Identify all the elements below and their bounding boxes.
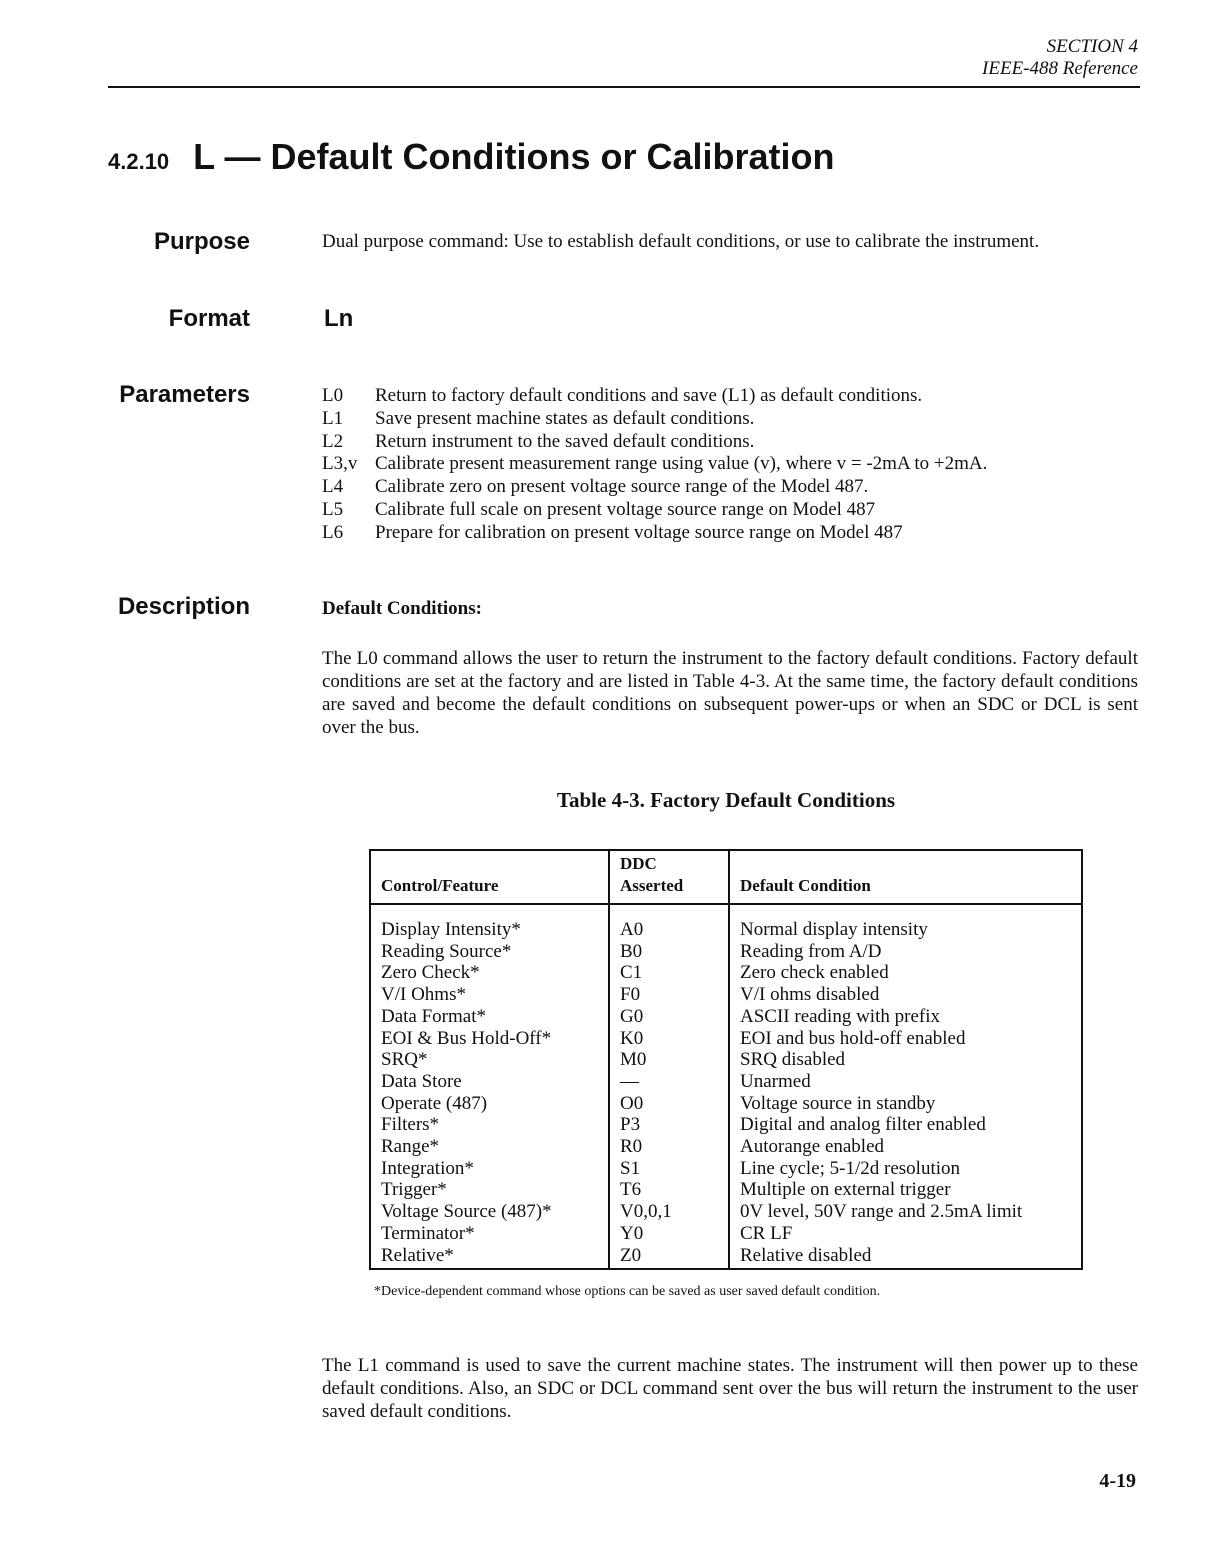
header-ddc-asserted xyxy=(609,850,729,904)
cell-condition: Reading from A/D xyxy=(729,941,1082,963)
table-row xyxy=(370,1201,1082,1223)
cell-feature: Relative* xyxy=(381,1244,454,1266)
table-row xyxy=(370,1179,1082,1201)
page-number: 4-19 xyxy=(1099,1470,1136,1492)
table-row xyxy=(370,1223,1082,1245)
running-header xyxy=(982,36,1138,80)
cell-condition: SRQ disabled xyxy=(729,1049,1082,1071)
table-footnote: *Device-dependent command whose options can be saved as user saved default condition. xyxy=(374,1284,881,1299)
cell-feature: SRQ* xyxy=(381,1049,428,1071)
purpose-text: Dual purpose command: Use to establish default conditions, or use to calibrate the instrument. xyxy=(322,231,1040,252)
cell-ddc: K0 xyxy=(609,1028,729,1050)
cell-condition: Voltage source in standby xyxy=(729,1093,1082,1115)
table-row xyxy=(370,904,1082,941)
table-row xyxy=(370,1245,1082,1270)
parameter-description: Return to factory default conditions and save (L1) as default conditions. xyxy=(375,385,923,406)
parameter-list xyxy=(322,385,987,545)
cell-ddc: M0 xyxy=(609,1049,729,1071)
table-row xyxy=(370,941,1082,963)
cell-feature: Zero Check* xyxy=(381,962,480,984)
parameters-label: Parameters xyxy=(119,381,250,408)
parameter-item xyxy=(322,408,987,431)
cell-feature: V/I Ohms* xyxy=(381,984,466,1006)
table-header-row xyxy=(370,850,1082,904)
header-control-feature: Control/Feature xyxy=(370,850,609,904)
cell-feature: Display Intensity* xyxy=(381,919,521,940)
cell-feature: Trigger* xyxy=(381,1179,447,1201)
section-heading xyxy=(108,136,835,178)
factory-defaults-table xyxy=(369,849,1083,1270)
parameter-item xyxy=(322,476,987,499)
section-number: 4.2.10 xyxy=(108,149,170,174)
format-text: Ln xyxy=(324,305,354,332)
cell-feature: Filters* xyxy=(381,1114,440,1136)
description-label: Description xyxy=(117,593,250,620)
cell-ddc: Z0 xyxy=(609,1245,729,1270)
header-section: SECTION 4 xyxy=(1046,36,1138,57)
cell-ddc: G0 xyxy=(609,1006,729,1028)
table-row xyxy=(370,1136,1082,1158)
cell-ddc: Y0 xyxy=(609,1223,729,1245)
cell-condition: 0V level, 50V range and 2.5mA limit xyxy=(729,1201,1082,1223)
cell-condition: Digital and analog filter enabled xyxy=(729,1114,1082,1136)
cell-feature: Voltage Source (487)* xyxy=(381,1201,552,1223)
description-paragraph-1: The L0 command allows the user to return the instrument to the factory default conditions. Factory default conditions are set at the factory and are listed in Table 4-3. At the same time, the factory default conditions are saved and become the default conditions on subsequent power-ups or when an SDC or DCL is sent over the bus. xyxy=(322,648,1138,738)
parameter-description: Calibrate zero on present voltage source range of the Model 487. xyxy=(375,476,869,498)
parameter-code: L5 xyxy=(322,498,344,520)
cell-feature: Operate (487) xyxy=(381,1092,488,1114)
section-title: L — Default Conditions or Calibration xyxy=(193,136,835,177)
parameter-code: L2 xyxy=(322,430,344,452)
cell-ddc: C1 xyxy=(609,962,729,984)
cell-condition: EOI and bus hold-off enabled xyxy=(729,1028,1082,1050)
parameter-item xyxy=(322,385,987,408)
cell-feature: Terminator* xyxy=(381,1222,475,1244)
cell-condition: Normal display intensity xyxy=(729,904,1082,941)
cell-feature: Reading Source* xyxy=(381,940,512,962)
cell-condition: V/I ohms disabled xyxy=(729,984,1082,1006)
parameter-item xyxy=(322,522,987,545)
table-row xyxy=(370,1006,1082,1028)
parameter-code: L0 xyxy=(322,385,344,406)
purpose-label: Purpose xyxy=(153,228,250,255)
cell-feature: Integration* xyxy=(381,1157,474,1179)
parameter-code: L3,v xyxy=(322,453,358,475)
table-row xyxy=(370,962,1082,984)
cell-ddc: T6 xyxy=(609,1179,729,1201)
cell-ddc: — xyxy=(609,1071,729,1093)
cell-condition: Multiple on external trigger xyxy=(729,1179,1082,1201)
parameter-description: Calibrate present measurement range using value (v), where v = -2mA to +2mA. xyxy=(375,453,988,475)
cell-ddc: V0,0,1 xyxy=(609,1201,729,1223)
cell-feature: EOI & Bus Hold-Off* xyxy=(381,1027,552,1049)
table-row xyxy=(370,1071,1082,1093)
cell-ddc: A0 xyxy=(609,904,729,941)
format-label: Format xyxy=(168,305,250,332)
parameter-code: L4 xyxy=(322,476,344,498)
table-row xyxy=(370,1114,1082,1136)
table-caption: Table 4-3. Factory Default Conditions xyxy=(556,788,896,812)
description-paragraph-2: The L1 command is used to save the current machine states. The instrument will then power up to these default conditions. Also, an SDC or DCL command sent over the bus will return the instrument to the user saved default conditions. xyxy=(322,1355,1138,1422)
header-divider xyxy=(108,86,1140,88)
header-ddc-line1: DDC xyxy=(620,854,657,873)
table-row xyxy=(370,1049,1082,1071)
table-row xyxy=(370,1158,1082,1180)
cell-condition: Line cycle; 5-1/2d resolution xyxy=(729,1158,1082,1180)
parameter-description: Prepare for calibration on present voltage source range on Model 487 xyxy=(375,521,903,543)
table-row xyxy=(370,984,1082,1006)
cell-condition: Autorange enabled xyxy=(729,1136,1082,1158)
cell-condition: Relative disabled xyxy=(729,1245,1082,1270)
cell-condition: Zero check enabled xyxy=(729,962,1082,984)
cell-feature: Range* xyxy=(381,1136,440,1158)
cell-feature: Data Store xyxy=(381,1070,462,1092)
parameter-description: Return instrument to the saved default conditions. xyxy=(375,430,755,452)
cell-ddc: S1 xyxy=(609,1158,729,1180)
table-row xyxy=(370,1093,1082,1115)
cell-ddc: P3 xyxy=(609,1114,729,1136)
cell-feature: Data Format* xyxy=(381,1005,487,1027)
cell-condition: ASCII reading with prefix xyxy=(729,1006,1082,1028)
parameter-description: Calibrate full scale on present voltage source range on Model 487 xyxy=(375,498,876,520)
header-ddc-line2: Asserted xyxy=(620,876,684,895)
header-default-condition: Default Condition xyxy=(729,850,1082,904)
cell-ddc: O0 xyxy=(609,1093,729,1115)
parameter-code: L6 xyxy=(322,521,344,543)
parameter-code: L1 xyxy=(322,407,344,429)
parameter-item xyxy=(322,499,987,522)
header-subtitle: IEEE-488 Reference xyxy=(982,58,1138,79)
description-heading: Default Conditions: xyxy=(322,598,482,619)
parameter-item xyxy=(322,453,987,476)
parameter-description: Save present machine states as default conditions. xyxy=(375,407,755,429)
cell-condition: Unarmed xyxy=(729,1071,1082,1093)
cell-condition: CR LF xyxy=(729,1223,1082,1245)
table-row xyxy=(370,1028,1082,1050)
cell-ddc: F0 xyxy=(609,984,729,1006)
cell-ddc: R0 xyxy=(609,1136,729,1158)
cell-ddc: B0 xyxy=(609,941,729,963)
parameter-item xyxy=(322,431,987,454)
